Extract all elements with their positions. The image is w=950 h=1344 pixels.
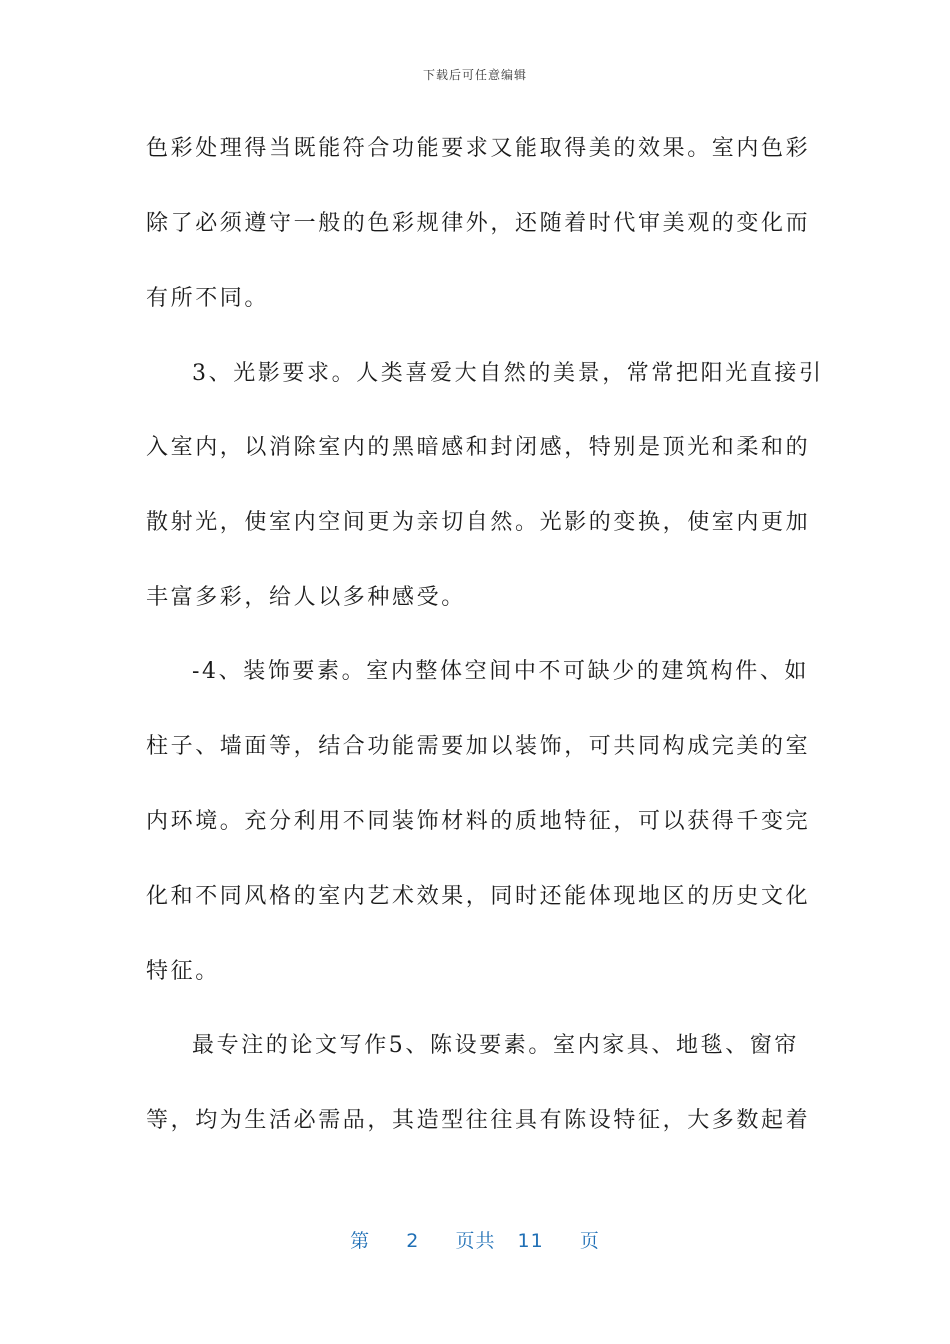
footer-middle: 页共 bbox=[455, 1230, 496, 1252]
paragraph-start-line: 3、光影要求。人类喜爱大自然的美景，常常把阳光直接引 bbox=[192, 361, 824, 386]
footer-prefix: 第 bbox=[350, 1230, 371, 1252]
current-page-number: 2 bbox=[406, 1230, 420, 1252]
body-line: 内环境。充分利用不同装饰材料的质地特征，可以获得千变完 bbox=[146, 809, 811, 834]
paragraph-start-line: -4、装饰要素。室内整体空间中不可缺少的建筑构件、如 bbox=[192, 659, 810, 684]
body-line: 除了必须遵守一般的色彩规律外，还随着时代审美观的变化而 bbox=[146, 211, 811, 236]
paragraph-start-line: 最专注的论文写作5、陈设要素。室内家具、地毯、窗帘 bbox=[192, 1033, 799, 1058]
body-line: 散射光，使室内空间更为亲切自然。光影的变换，使室内更加 bbox=[146, 510, 811, 535]
body-line: 入室内，以消除室内的黑暗感和封闭感，特别是顶光和柔和的 bbox=[146, 435, 811, 460]
body-line: 柱子、墙面等，结合功能需要加以装饰，可共同构成完美的室 bbox=[146, 734, 811, 759]
body-line: 化和不同风格的室内艺术效果，同时还能体现地区的历史文化 bbox=[146, 884, 811, 909]
body-line: 有所不同。 bbox=[146, 286, 270, 311]
page-footer bbox=[0, 1226, 950, 1253]
body-line: 丰富多彩，给人以多种感受。 bbox=[146, 585, 466, 610]
body-line: 色彩处理得当既能符合功能要求又能取得美的效果。室内色彩 bbox=[146, 136, 811, 161]
body-line: 等，均为生活必需品，其造型往往具有陈设特征，大多数起着 bbox=[146, 1108, 811, 1133]
page-header: 下载后可任意编辑 bbox=[422, 68, 527, 82]
total-page-count: 11 bbox=[517, 1230, 544, 1252]
body-line: 特征。 bbox=[146, 959, 220, 984]
footer-suffix: 页 bbox=[579, 1230, 600, 1252]
